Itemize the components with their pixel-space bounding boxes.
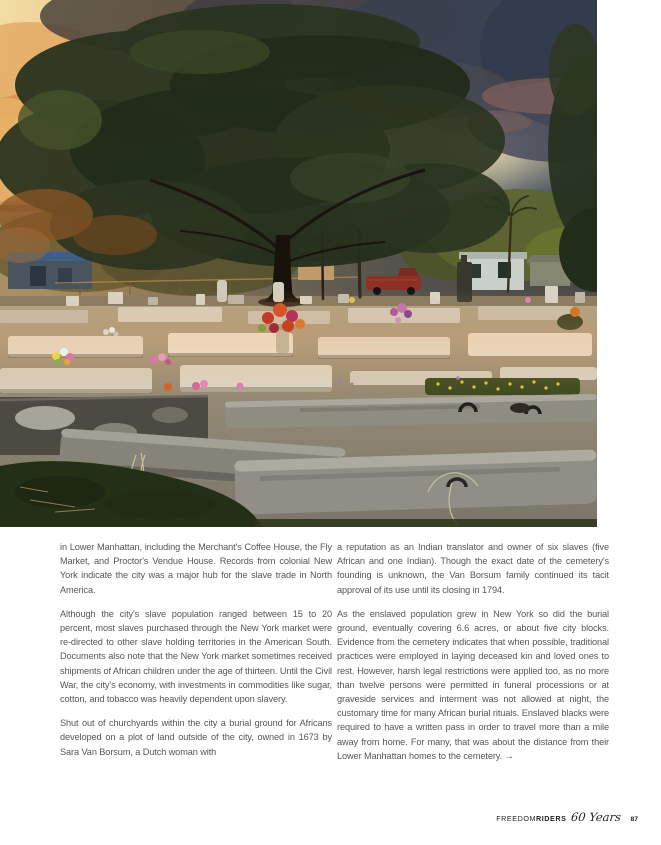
paragraph: Although the city's slave population ranged between 15 to 20 percent, most slaves purchased through the New York market were re-directed to other slave holding territories in the American South. Documents also note that the New York market sometimes received shipments of African children under the age of thirteen. Until the Civil War, the city's economy, with investments in commodities like sugar, cotton, and tobacco was heavily dependent upon slavery.	[60, 608, 332, 705]
paragraph: Shut out of churchyards within the city a burial ground for Africans developed on a plot of land outside of the city, owned in 1673 by Sara Van Borsum, a Dutch woman with	[60, 718, 332, 757]
brand-wordmark	[496, 814, 566, 823]
brand-regular: FREEDOM	[496, 814, 537, 823]
page-number: 87	[630, 816, 638, 823]
sunset-haze	[0, 288, 597, 400]
page-footer	[496, 810, 638, 824]
paragraph: As the enslaved population grew in New York so did the burial ground, eventually covering 6.6 acres, or about five city blocks. Evidence from the cemetery indicates that when possible, traditional practices were employed in laying deceased kin and loved ones to rest. However, harsh legal restrictions were applied too, as no more than twelve persons were permitted in funeral processions or at graveside services and interment was not allowed at night, the customary time for many African burial rituals. Enslaved blacks were required to have a written pass in order to travel more than a mile away from home. For many, that was about the distance from their Lower Manhattan homes to the cemetery. →	[337, 608, 609, 761]
article-body	[60, 540, 609, 773]
brand-bold: RIDERS	[536, 814, 567, 823]
article-column-right	[337, 540, 609, 773]
brand-script: 60 Years	[570, 810, 623, 824]
article-column-left	[60, 540, 332, 773]
paragraph: in Lower Manhattan, including the Merchant's Coffee House, the Fly Market, and Proctor's Vendue House. Records from colonial New York indicate the city was a major hub for the slave trade in North America.	[60, 542, 332, 595]
paragraph: a reputation as an Indian translator and owner of six slaves (five African and one Indian). Though the exact date of the cemetery's founding is unknown, the Van Borsum family continued its tacit approval of its use until its closing in 1794.	[337, 542, 609, 595]
